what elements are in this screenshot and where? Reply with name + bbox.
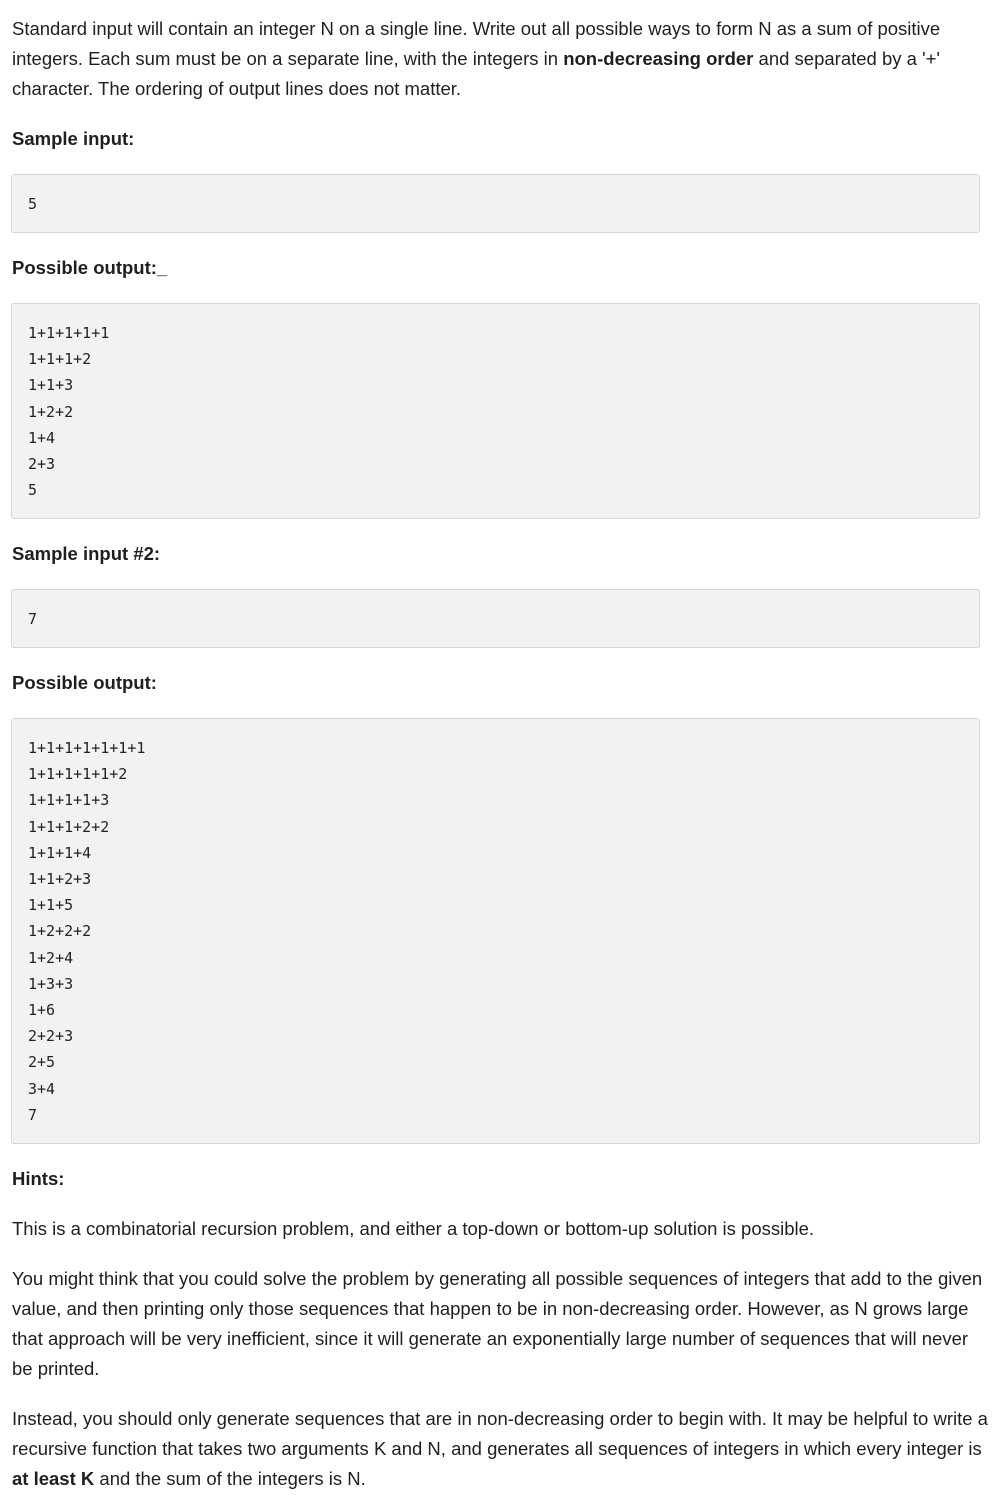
sample-input-2-value: 7 (28, 610, 38, 628)
hint-paragraph-1: This is a combinatorial recursion problem, and either a top-down or bottom-up solution is possible. (12, 1218, 815, 1239)
problem-statement (12, 14, 988, 104)
sample-output-2-heading: Possible output: (12, 672, 157, 693)
sample-input-2-box (11, 589, 980, 648)
sample-output-heading: Possible output:_ (12, 257, 168, 278)
sample-output-box (11, 303, 980, 519)
hint-paragraph-3 (12, 1404, 988, 1494)
hints-heading: Hints: (12, 1168, 65, 1189)
sample-input-2-heading: Sample input #2: (12, 543, 161, 564)
statement-emphasis: non-decreasing order (563, 48, 754, 69)
sample-output-2-value: 1+1+1+1+1+1+1 1+1+1+1+1+2 1+1+1+1+3 1+1+1+2+2 1+1+1+4 1+1+2+3 1+1+5 1+2+2+2 1+2+4 1+3+3 1+6 2+2+3 2+5 3+4 7 (28, 739, 146, 1124)
hint-paragraph-2: You might think that you could solve the problem by generating all possible sequences of integers that add to the given value, and then printing only those sequences that happen to be in non-decreasing order. However, as N grows large that approach will be very inefficient, since it will generate an exponentially large number of sequences that will never be printed. (12, 1268, 983, 1379)
sample-input-value: 5 (28, 195, 38, 213)
sample-output-value: 1+1+1+1+1 1+1+1+2 1+1+3 1+2+2 1+4 2+3 5 (28, 324, 110, 500)
hint-3-emphasis: at least K (12, 1468, 95, 1489)
sample-output-2-box (11, 718, 980, 1144)
statement-text-end: and separated by a '+' character. The ordering of output lines does not matter. (12, 48, 940, 99)
hint-3-text: Instead, you should only generate sequences that are in non-decreasing order to begin with. It may be helpful to write a recursive function that takes two arguments K and N, and generates all sequences of integers in which every integer is (12, 1408, 988, 1459)
sample-input-box (11, 174, 980, 233)
statement-text: Standard input will contain an integer N on a single line. Write out all possible ways to form N as a sum of positive integers. Each sum must be on a separate line, with the integers in (12, 18, 941, 69)
sample-input-heading: Sample input: (12, 128, 135, 149)
hint-3-text-end: and the sum of the integers is N. (94, 1468, 366, 1489)
